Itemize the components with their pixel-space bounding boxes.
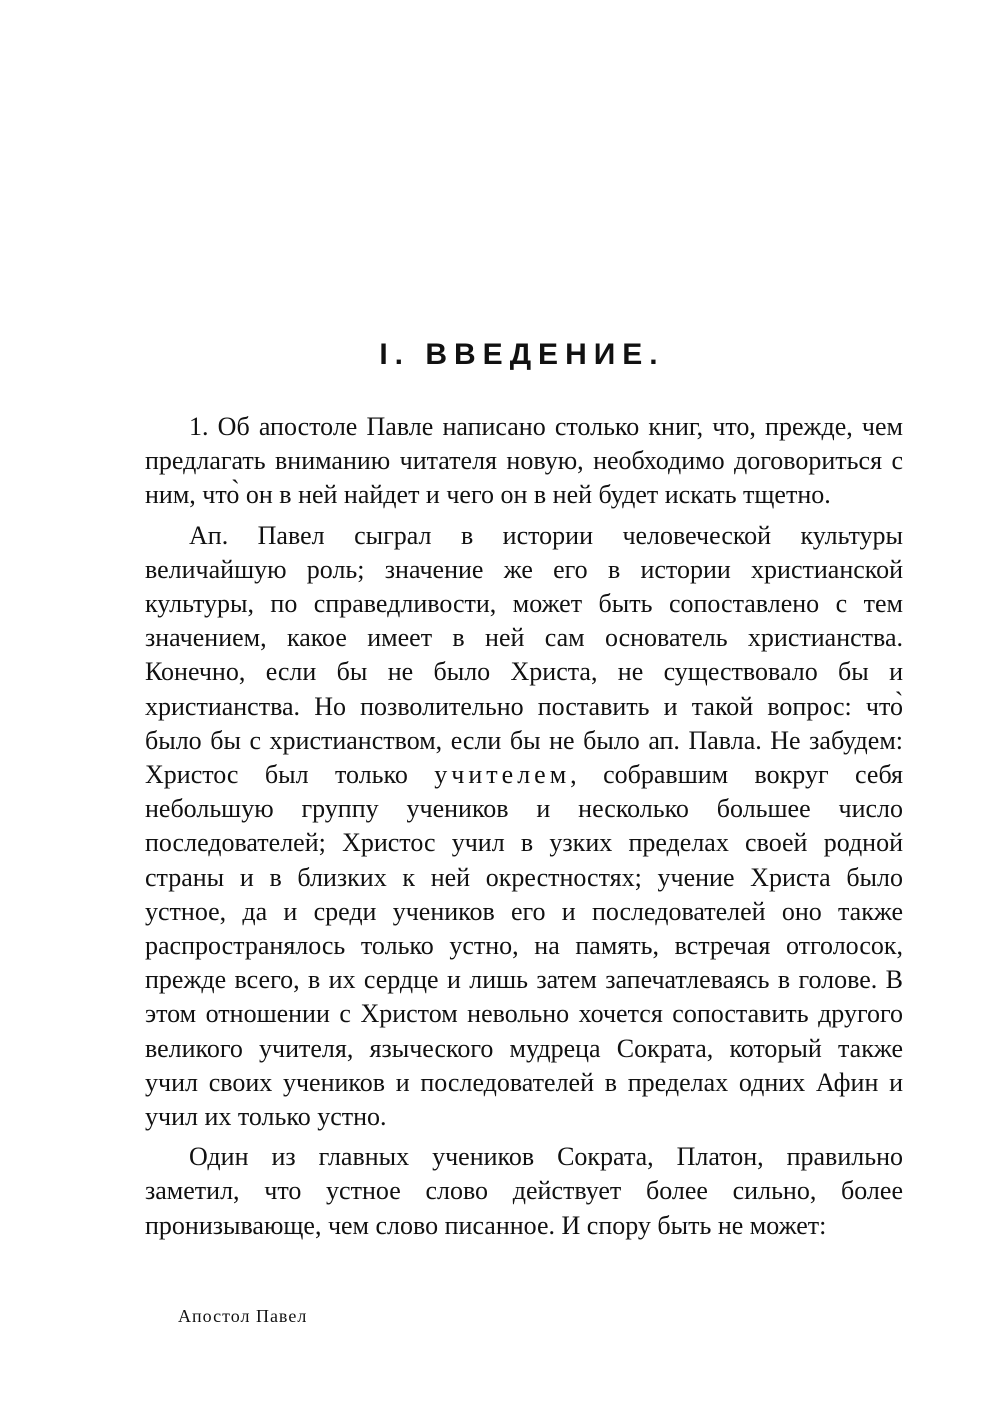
emphasized-word: учителем bbox=[434, 760, 571, 790]
paragraph-2-text-start: Ап. Павел сыграл в истории человеческой культуры величайшую роль; значение же его в истории христианской культуры, по справедливости, может быть сопоставлено с тем значением, какое имеет в ней сам основатель христианства. Конечно, если бы не было Христа, не существовало бы и христианства. Но позволительно поставить и такой вопрос: что̀ было бы с христианством, если бы не было ап. Павла. Не забудем: Христос был только bbox=[145, 520, 903, 790]
body-text bbox=[145, 410, 903, 1243]
paragraph-2-text-end: , собравшим вокруг себя небольшую группу учеников и несколько большее число последователей; Христос учил в узких пределах своей родной страны и в близких к ней окрестностях; учение Христа было устное, да и среди учеников его и последователей оно также распространялось только устно, на память, встречая отголосок, прежде всего, в их сердце и лишь затем запечатлеваясь в голове. В этом отношении с Христом невольно хочется сопоставить другого великого учителя, языческого мудреца Сократа, который также учил своих учеников и последователей в пределах одних Афин и учил их только устно. bbox=[145, 760, 903, 1132]
paragraph-2 bbox=[145, 519, 903, 1135]
paragraph-1-text: 1. Об апостоле Павле написано столько книг, что, прежде, чем предлагать вниманию читателя новую, необходимо договориться с ним, что̀ он в ней найдет и чего он в ней будет искать тщетно. bbox=[145, 412, 903, 510]
running-footer: Апостол Павел bbox=[178, 1306, 308, 1326]
paragraph-3 bbox=[145, 1140, 903, 1243]
paragraph-3-text: Один из главных учеников Сократа, Платон, правильно заметил, что устное слово действует более сильно, более пронизывающе, чем слово писанное. И спору быть не может: bbox=[145, 1142, 903, 1240]
chapter-heading: I. ВВЕДЕНИЕ. bbox=[379, 338, 665, 371]
paragraph-1 bbox=[145, 410, 903, 513]
